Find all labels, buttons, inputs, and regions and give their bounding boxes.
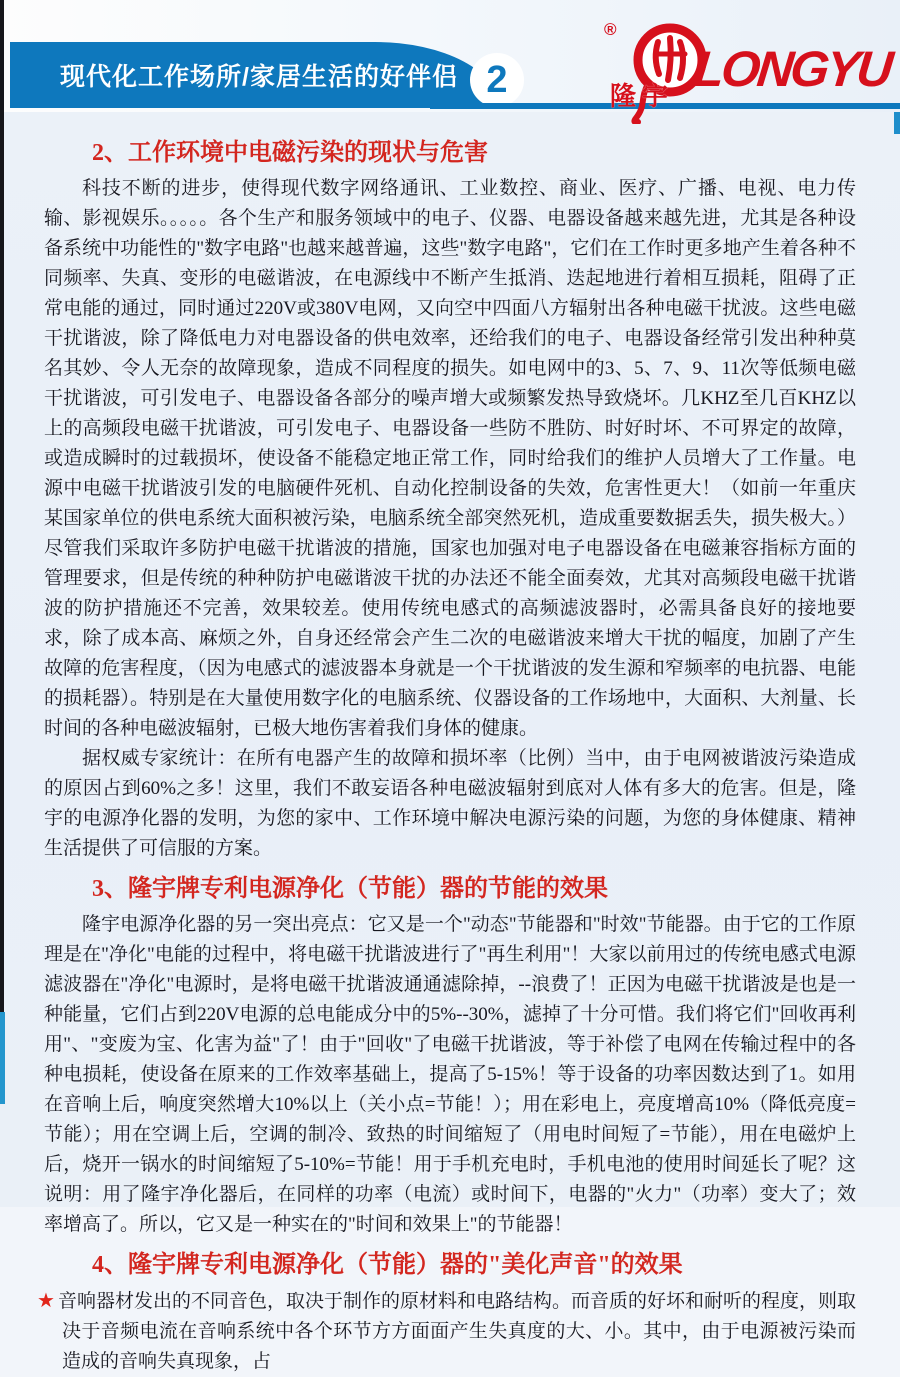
- section-heading-4: 4、隆宇牌专利电源净化（节能）器的"美化声音"的效果: [92, 1252, 683, 1278]
- banner-slogan: 现代化工作场所/家居生活的好伴侣: [60, 63, 458, 91]
- section-heading-3: 3、隆宇牌专利电源净化（节能）器的节能的效果: [92, 876, 608, 902]
- page-header: [0, 0, 900, 112]
- header-banner: [10, 42, 508, 108]
- scan-edge-strip-blue: [0, 1012, 5, 1104]
- star-bullet-icon: ★: [37, 1290, 55, 1312]
- registered-trademark-icon: ®: [604, 20, 617, 39]
- scan-edge-tick: [894, 112, 900, 134]
- page-number-badge: [470, 53, 524, 107]
- section4-paragraph-text: 音响器材发出的不同音色，取决于制作的原材料和电路结构。而音质的好坏和耐听的程度，则取决于音频电流在音响系统中各个环节方方面面产生失真度的大、小。其中，由于电源被污染而造成的音响失真现象，占: [57, 1291, 856, 1372]
- page-number: 2: [486, 59, 508, 101]
- section2-paragraph-1: 科技不断的进步，使得现代数字网络通讯、工业数控、商业、医疗、广播、电视、电力传输、影视娱乐。。。。。各个生产和服务领域中的电子、仪器、电器设备越来越先进，尤其是各种设备系统中功能性的"数字电路"也越来越普遍，这些"数字电路"，它们在工作时更多地产生着各种不同频率、失真、变形的电磁谐波，在电源线中不断产生抵消、迭起地进行着相互损耗，阻碍了正常电能的通过，同时通过220V或380V电网，又向空中四面八方辐射出各种电磁干扰波。这些电磁干扰谐波，除了降低电力对电器设备的供电效率，还给我们的电子、电器设备经常引发出种种莫名其妙、令人无奈的故障现象，造成不同程度的损失。如电网中的3、5、7、9、11次等低频电磁干扰谐波，可引发电子、电器设备各部分的噪声增大或频繁发热导致烧坏。几KHZ至几百KHZ以上的高频段电磁干扰谐波，可引发电子、电器设备一些防不胜防、时好时坏、不可界定的故障，或造成瞬时的过载损坏，使设备不能稳定地正常工作，同时给我们的维护人员增大了工作量。电源中电磁干扰谐波引发的电脑硬件死机、自动化控制设备的失效，危害性更大！（如前一年重庆某国家单位的供电系统大面积被污染，电脑系统全部突然死机，造成重要数据丢失，损失极大。）尽管我们采取许多防护电磁干扰谐波的措施，国家也加强对电子电器设备在电磁兼容指标方面的管理要求，但是传统的种种防护电磁谐波干扰的办法还不能全面奏效，尤其对高频段电磁干扰谐波的防护措施还不完善，效果较差。使用传统电感式的高频滤波器时，必需具备良好的接地要求，除了成本高、麻烦之外，自身还经常会产生二次的电磁谐波来增大干扰的幅度，加剧了产生故障的危害程度，（因为电感式的滤波器本身就是一个干扰谐波的发生源和窄频率的电抗器、电能的损耗器）。特别是在大量使用数字化的电脑系统、仪器设备的工作场地中，大面积、大剂量、长时间的各种电磁波辐射，已极大地伤害着我们身体的健康。: [44, 178, 856, 739]
- section4-paragraph-1: [37, 1286, 856, 1377]
- logo-brand-name: LONGYU: [691, 41, 893, 97]
- longyu-logo: [598, 10, 893, 111]
- document-body: [0, 112, 900, 1377]
- scan-edge-strip: [0, 0, 4, 1012]
- section-heading-2: 2、工作环境中电磁污染的现状与危害: [92, 140, 488, 166]
- logo-chinese-name: 隆宇: [610, 81, 675, 111]
- section3-paragraph-1: 隆宇电源净化器的另一突出亮点：它又是一个"动态"节能器和"时效"节能器。由于它的工作原理是在"净化"电能的过程中，将电磁干扰谐波进行了"再生利用"！大家以前用过的传统电感式电源滤波器在"净化"电源时，是将电磁干扰谐波通通滤除掉，--浪费了！正因为电磁干扰谐波是也是一种能量，它们占到220V电源的总电能成分中的5%--30%，滤掉了十分可惜。我们将它们"回收再利用"、"变废为宝、化害为益"了！由于"回收"了电磁干扰谐波，等于补偿了电网在传输过程中的各种电损耗，使设备在原来的工作效率基础上，提高了5-15%！等于设备的功率因数达到了1。如用在音响上后，响度突然增大10%以上（关小点=节能！）；用在彩电上，亮度增高10%（降低亮度=节能）；用在空调上后，空调的制冷、致热的时间缩短了（用电时间短了=节能），用在电磁炉上后，烧开一锅水的时间缩短了5-10%=节能！用于手机充电时，手机电池的使用时间延长了呢？这说明：用了隆宇净化器后，在同样的功率（电流）或时间下，电器的"火力"（功率）变大了；效率增高了。所以，它又是一种实在的"时间和效果上"的节能器！: [44, 914, 856, 1235]
- section2-paragraph-2: 据权威专家统计：在所有电器产生的故障和损坏率（比例）当中，由于电网被谐波污染造成的原因占到60%之多！这里，我们不敢妄语各种电磁波辐射到底对人体有多大的危害。但是，隆宇的电源净化器的发明，为您的家中、工作环境中解决电源污染的问题，为您的身体健康、精神生活提供了可信服的方案。: [44, 748, 856, 859]
